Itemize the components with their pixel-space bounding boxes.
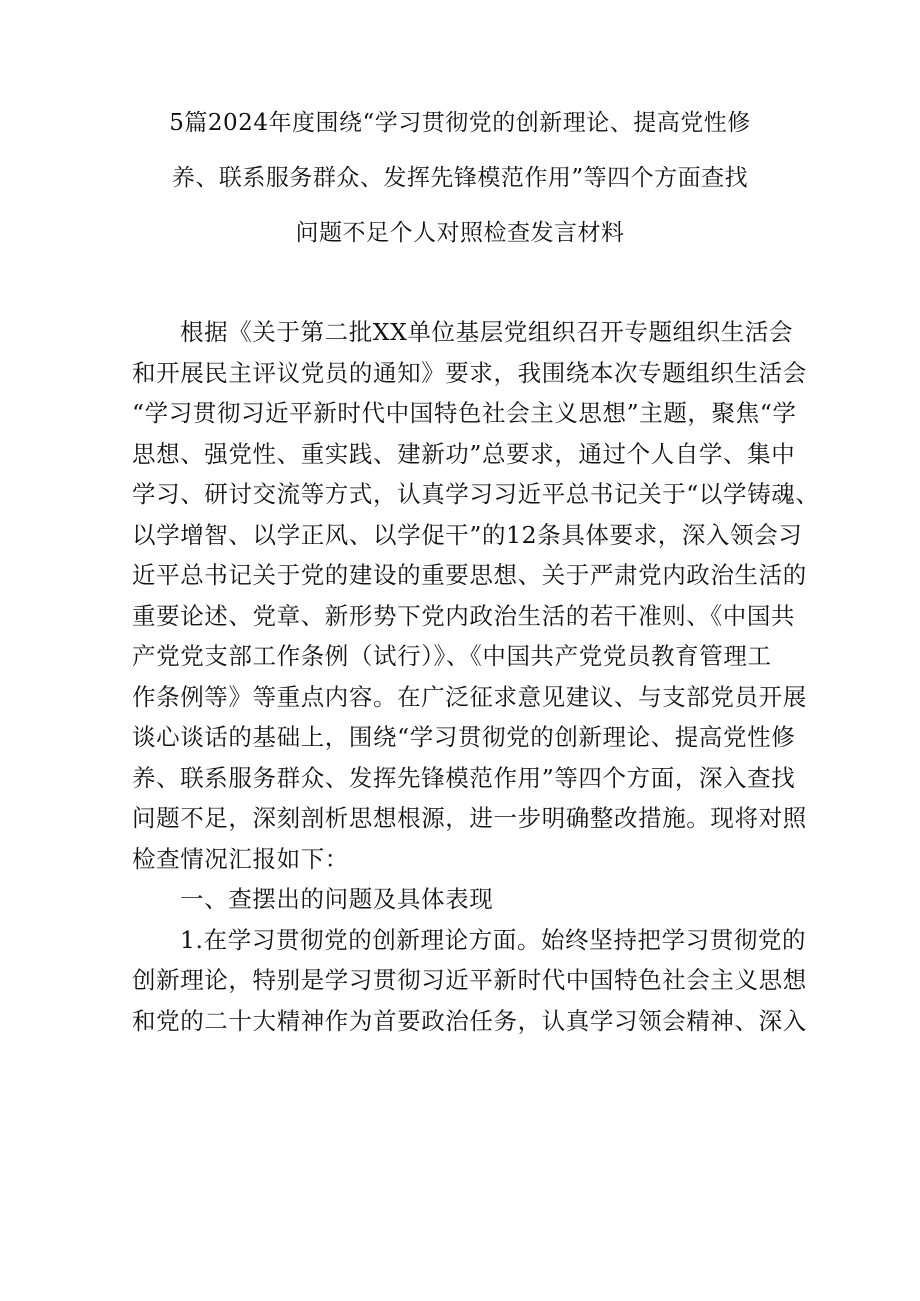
body-line: 1.在学习贯彻党的创新理论方面。始终坚持把学习贯彻党的 (180, 925, 807, 954)
section-heading: 一、查摆出的问题及具体表现 (180, 885, 494, 913)
body-line: 和党的二十大精神作为首要政治任务，认真学习领会精神、深入 (132, 1006, 807, 1035)
document-title (130, 112, 790, 277)
title-line: 5篇2024年度围绕“学习贯彻党的创新理论、提高党性修 (169, 110, 751, 136)
body-line: 近平总书记关于党的建设的重要思想、关于严肃党内政治生活的 (132, 561, 807, 589)
body-line: 养、联系服务群众、发挥先锋模范作用”等四个方面，深入查找 (132, 763, 796, 792)
body-line: 重要论述、党章、新形势下党内政治生活的若干准则、《中国共 (132, 601, 796, 630)
body-line: 根据《关于第二批XX单位基层党组织召开专题组织生活会 (180, 318, 794, 346)
body-line: 问题不足，深刻剖析思想根源，进一步明确整改措施。现将对照 (132, 804, 807, 832)
body-line: 检查情况汇报如下： (132, 844, 349, 873)
body-line: 创新理论，特别是学习贯彻习近平新时代中国特色社会主义思想 (132, 966, 807, 994)
body-line: 学习、研讨交流等方式，认真学习习近平总书记关于“以学铸魂、 (132, 480, 820, 508)
body-line: 和开展民主评议党员的通知》要求，我围绕本次专题组织生活会 (132, 358, 807, 387)
title-line: 养、联系服务群众、发挥先锋模范作用”等四个方面查找 (171, 165, 749, 191)
body-line: “学习贯彻习近平新时代中国特色社会主义思想”主题，聚焦“学 (132, 399, 797, 427)
title-line: 问题不足个人对照检查发言材料 (295, 220, 625, 246)
body-line: 以学增智、以学正风、以学促干”的12条具体要求，深入领会习 (132, 520, 803, 549)
document-body (132, 312, 820, 1041)
body-line: 作条例等》等重点内容。在广泛征求意见建议、与支部党员开展 (132, 682, 807, 711)
body-line: 谈心谈话的基础上，围绕“学习贯彻党的创新理论、提高党性修 (132, 723, 796, 751)
body-line: 思想、强党性、重实践、建新功”总要求，通过个人自学、集中 (132, 439, 796, 468)
body-line: 产党党支部工作条例（试行）》、《中国共产党党员教育管理工 (132, 642, 772, 670)
